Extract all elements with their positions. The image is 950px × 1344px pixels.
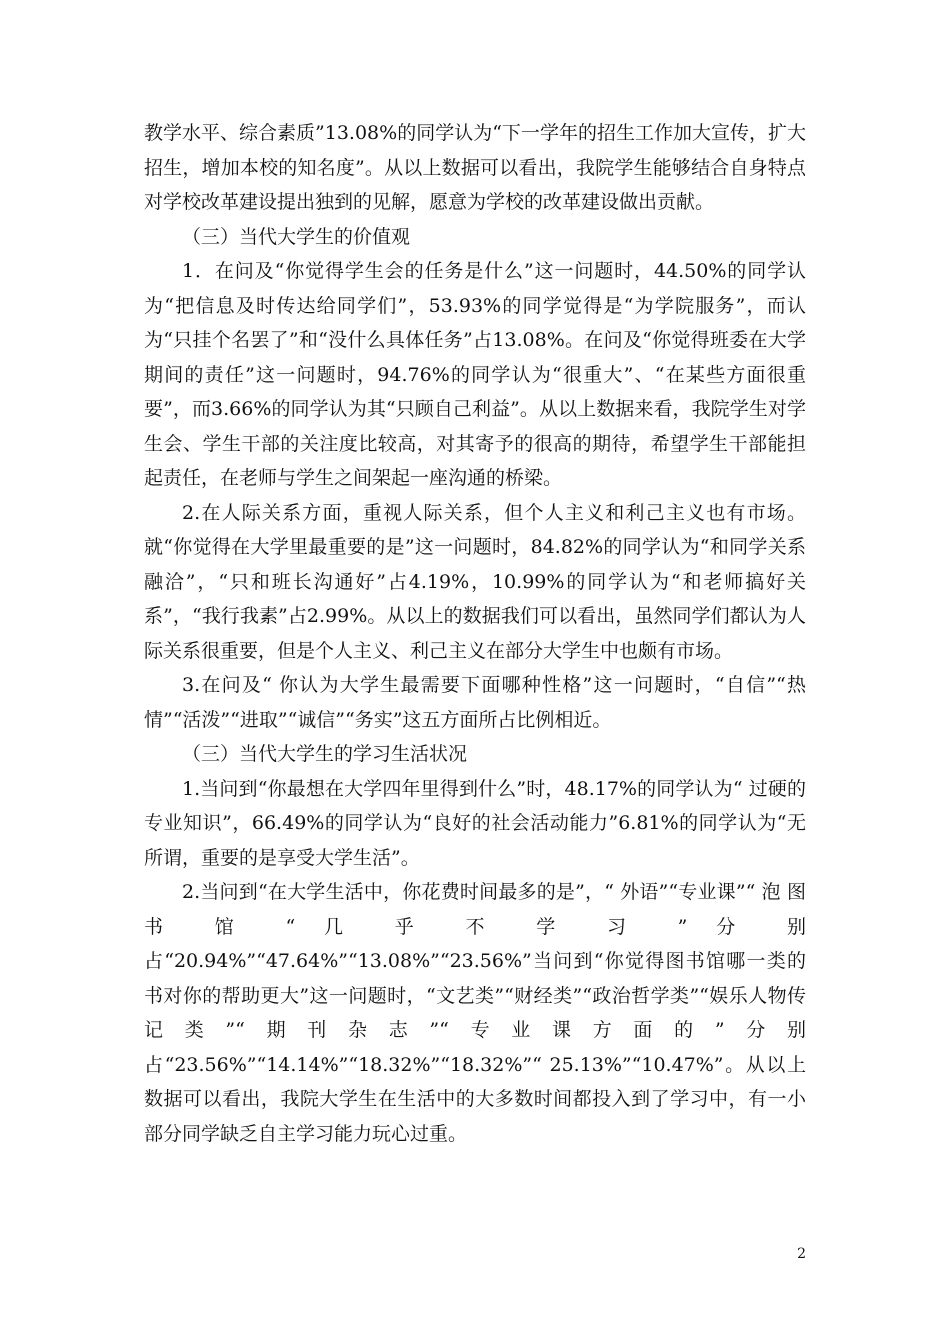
paragraph-relationships: 2.在人际关系方面，重视人际关系，但个人主义和利己主义也有市场。就“你觉得在大学里最重要的是”这一问题时，84.82%的同学认为“和同学关系融洽”，“只和班长沟通好”占4.19%，10.99%的同学认为“和老师搞好关系”，“我行我素”占2.99%。从以上的数据我们可以看出，虽然同学们都认为人际关系很重要，但是个人主义、利己主义在部分大学生中也颇有市场。 xyxy=(144,501,806,662)
section-heading-values: （三）当代大学生的价值观 xyxy=(182,225,411,248)
paragraph-time-library: 2.当问到“在大学生活中，你花费时间最多的是”，“ 外语”“专业课”“ 泡 图 书 馆 “ 几 乎 不 学 习 ” 分 别 占“20.94%”“47.64%”“13.08%”“23.56%”当问到“你觉得图书馆哪一类的书对你的帮助更大”这一问题时，“文艺类”“财经类”“政治哲学类”“娱乐人物传记类”“期刊杂志”“专业课方面的”分别占“23.56%”“14.14%”“18.32%”“18.32%”“ 25.13%”“10.47%”。从以上数据可以看出，我院大学生在生活中的大多数时间都投入到了学习中，有一小部分同学缺乏自主学习能力玩心过重。 xyxy=(144,881,806,1145)
page-number: 2 xyxy=(797,1246,806,1262)
paragraph-student-union: 1．在问及“你觉得学生会的任务是什么”这一问题时，44.50%的同学认为“把信息及时传达给同学们”，53.93%的同学觉得是“为学院服务”，而认为“只挂个名罢了”和“没什么具体任务”占13.08%。在问及“你觉得班委在大学期间的责任”这一问题时，94.76%的同学认为“很重大”、“在某些方面很重要”，而3.66%的同学认为其“只顾自己利益”。从以上数据来看，我院学生对学生会、学生干部的关注度比较高，对其寄予的很高的期待，希望学生干部能担起责任，在老师与学生之间架起一座沟通的桥梁。 xyxy=(144,260,806,489)
paragraph-continuation: 教学水平、综合素质”13.08%的同学认为“下一学年的招生工作加大宣传，扩大招生，增加本校的知名度”。从以上数据可以看出，我院学生能够结合自身特点对学校改革建设提出独到的见解，愿意为学校的改革建设做出贡献。 xyxy=(144,122,806,213)
section-heading-study-life: （三）当代大学生的学习生活状况 xyxy=(182,743,468,765)
paragraph-university-goals: 1.当问到“你最想在大学四年里得到什么”时，48.17%的同学认为“ 过硬的专业知识”，66.49%的同学认为“良好的社会活动能力”6.81%的同学认为“无所谓，重要的是享受大学生活”。 xyxy=(144,777,806,869)
paragraph-personality: 3.在问及“ 你认为大学生最需要下面哪种性格”这一问题时，“自信”“热情”“活泼”“进取”“诚信”“务实”这五方面所占比例相近。 xyxy=(144,674,806,731)
document-body xyxy=(144,116,806,1151)
